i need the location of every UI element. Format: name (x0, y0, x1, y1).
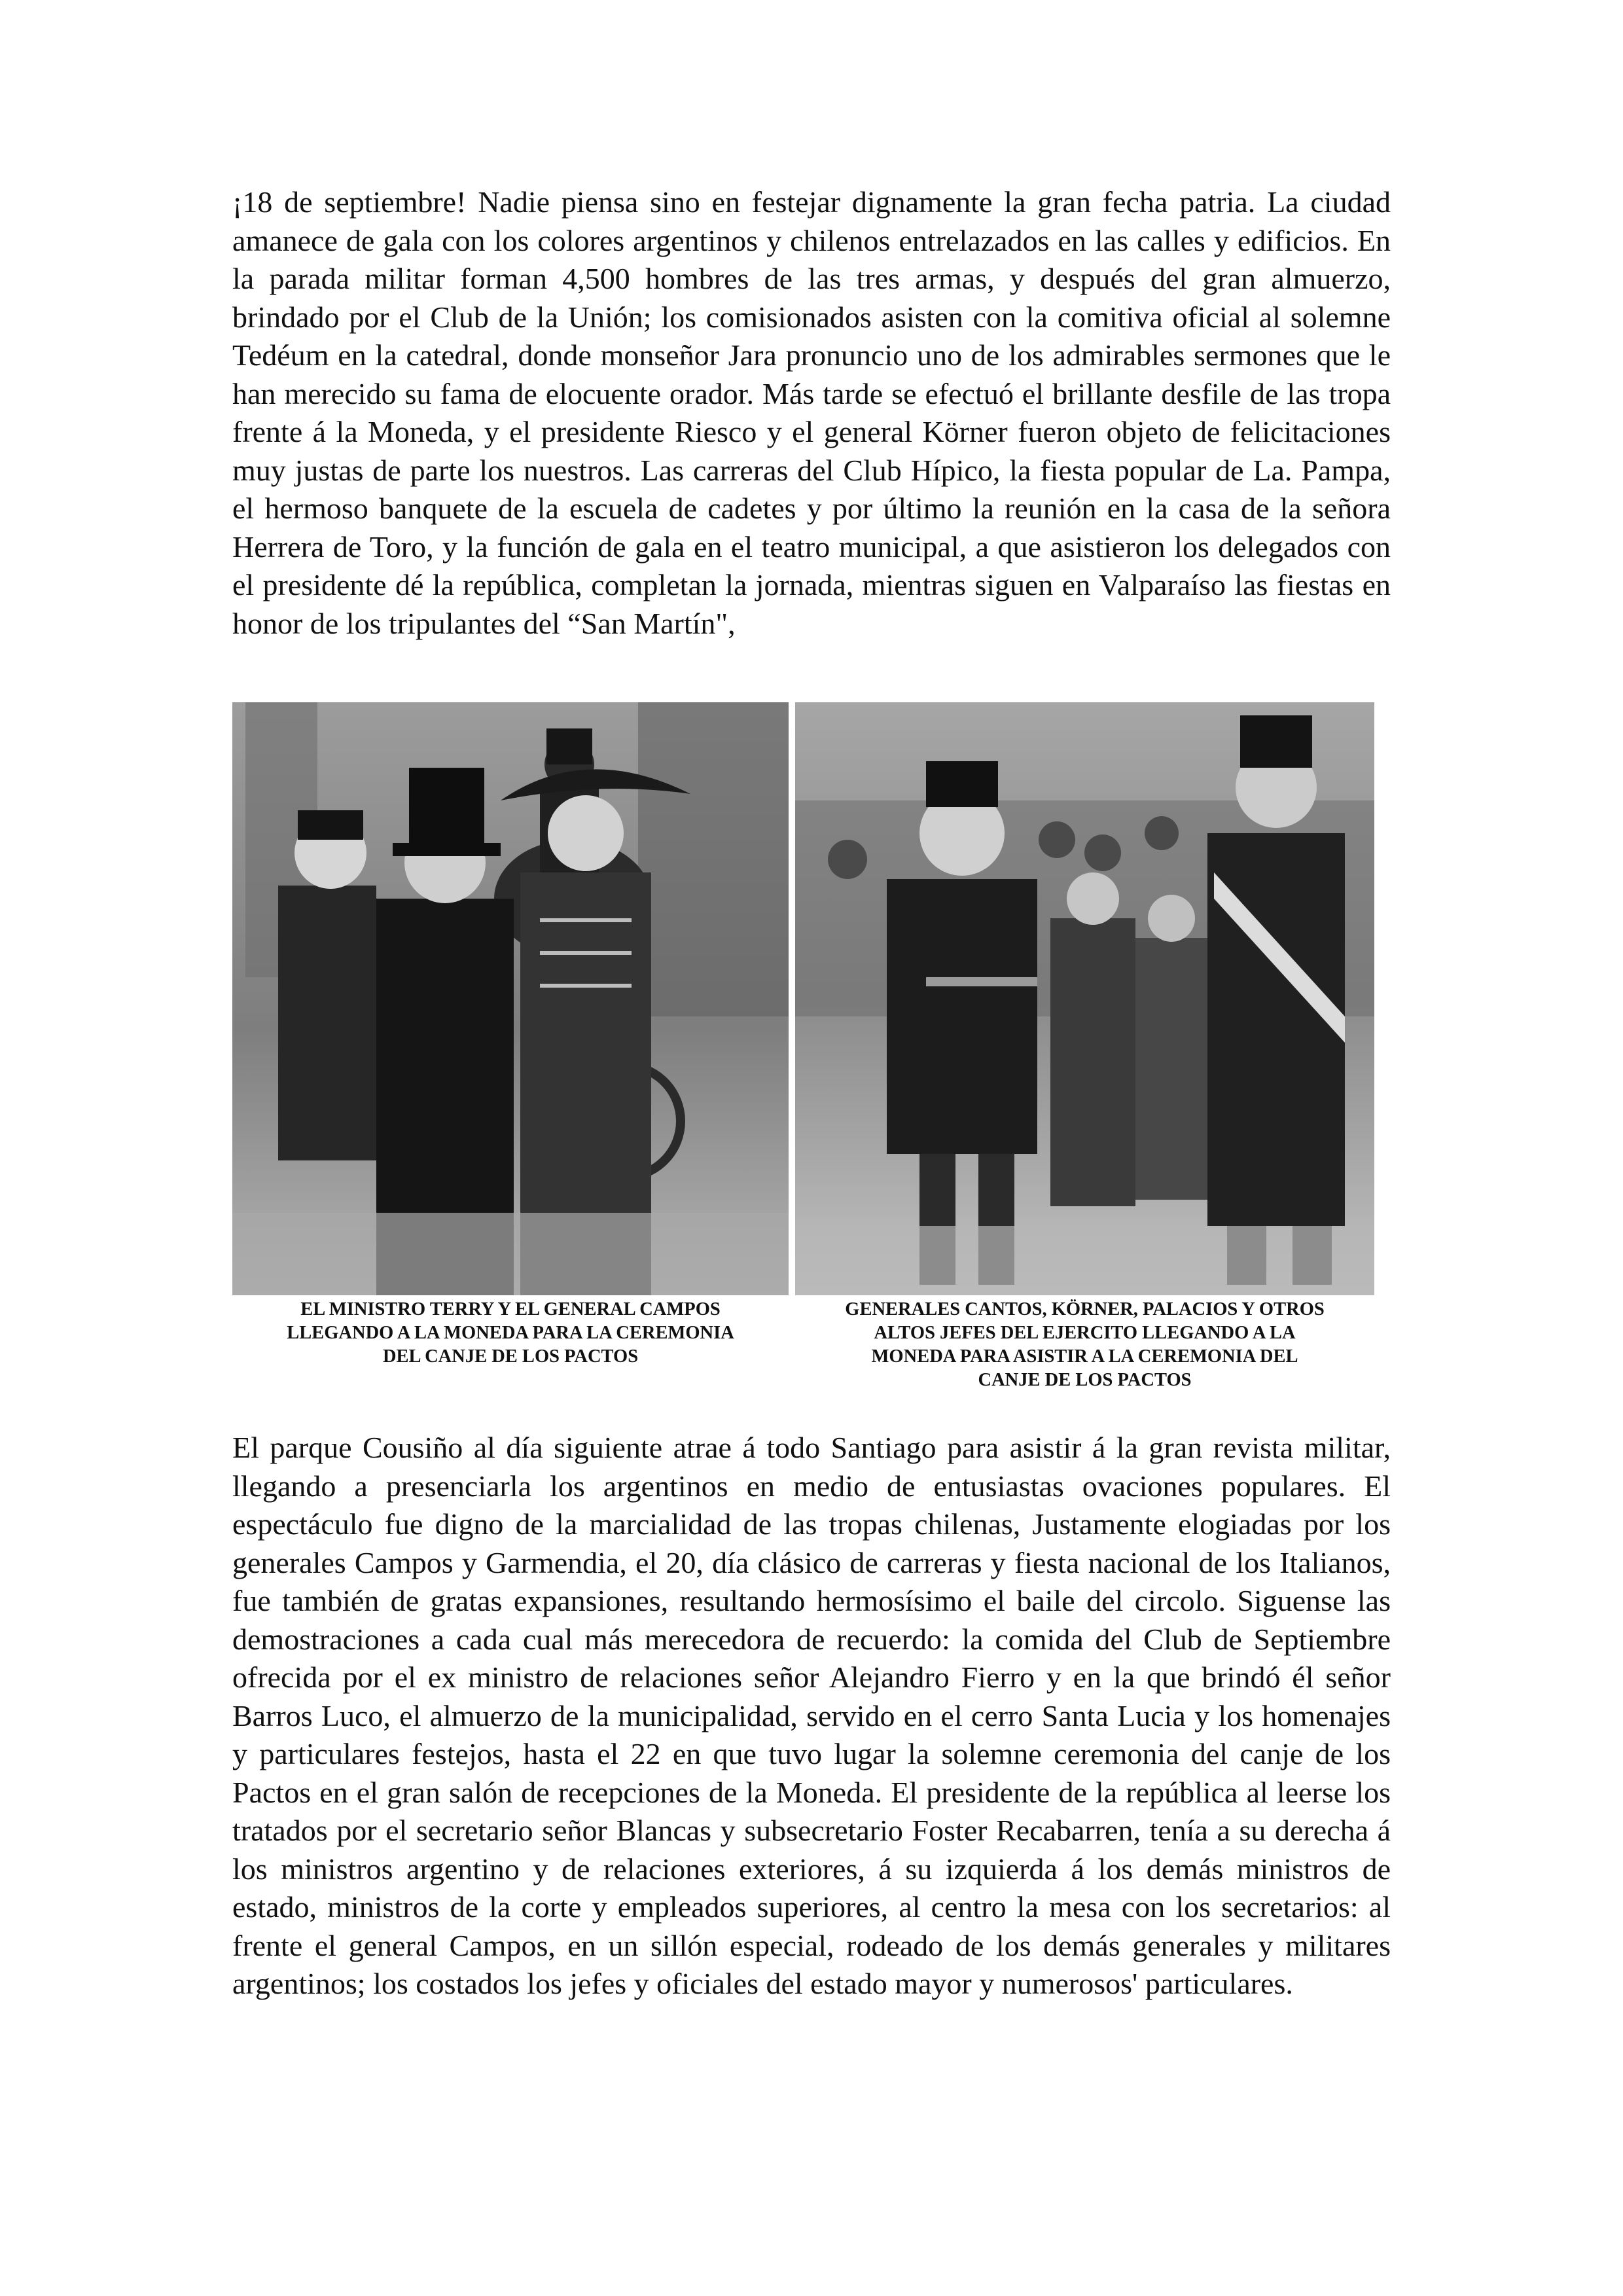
caption-left-line: EL MINISTRO TERRY Y EL GENERAL CAMPOS (300, 1299, 721, 1319)
paragraph-top: ¡18 de septiembre! Nadie piensa sino en festejar dignamente la gran fecha patria. La ciudad amanece de gala con los colores argentinos y chilenos entrelazados en las calles y edificios. En la parada militar forman 4,500 hombres de las tres armas, y después del gran almuerzo, brindado por el Club de la Unión; los comisionados asisten con la comitiva oficial al solemne Tedéum en la catedral, donde monseñor Jara pronuncio uno de los admirables sermones que le han merecido su fama de elocuente orador. Más tarde se efectuó el brillante desfile de las tropa frente á la Moneda, y el presidente Riesco y el general Körner fueron objeto de felicitaciones muy justas de parte los nuestros. Las carreras del Club Hípico, la fiesta popular de La. Pampa, el hermoso banquete de la escuela de cadetes y por último la reunión en la casa de la señora Herrera de Toro, y la función de gala en el teatro municipal, a que asistieron los delegados con el presidente dé la república, completan la jornada, mientras siguen en Valparaíso las fiestas en honor de los tripulantes del “San Martín", (232, 185, 1391, 640)
paragraph-bottom: El parque Cousiño al día siguiente atrae á todo Santiago para asistir á la gran revista militar, llegando a presenciarla los argentinos en medio de entusiastas ovaciones populares. El espectáculo fue digno de la marcialidad de las tropas chilenas, Justamente elogiadas por los generales Campos y Garmendia, el 20, día clásico de carreras y fiesta nacional de los Italianos, fue también de gratas expansiones, resultando hermosísimo el baile del circolo. Siguense las demostraciones a cada cual más merecedora de recuerdo: la comida del Club de Septiembre ofrecida por el ex ministro de relaciones señor Alejandro Fierro y en la que brindó él señor Barros Luco, el almuerzo de la municipalidad, servido en el cerro Santa Lucia y los homenajes y particulares festejos, hasta el 22 en que tuvo lugar la solemne ceremonia del canje de los Pactos en el gran salón de recepciones de la Moneda. El presidente de la república al leerse los tratados por el secretario señor Blancas y subsecretario Foster Recabarren, tenía a su derecha á los ministros argentino y de relaciones exteriores, á su izquierda á los demás ministros de estado, ministros de la corte y empleados superiores, al centro la mesa con los secretarios: al frente el general Campos, en un sillón especial, rodeado de los demás generales y militares argentinos; los costados los jefes y oficiales del estado mayor y numerosos' particulares. (232, 1431, 1391, 2000)
caption-right-line: ALTOS JEFES DEL EJERCITO LLEGANDO A LA (874, 1323, 1296, 1343)
caption-right-line: GENERALES CANTOS, KÖRNER, PALACIOS Y OTROS (845, 1299, 1325, 1319)
photo-generales (795, 702, 1374, 1295)
caption-right-line: MONEDA PARA ASISTIR A LA CEREMONIA DEL (871, 1346, 1298, 1367)
caption-right (795, 1298, 1374, 1392)
photo-generales-image (795, 702, 1374, 1295)
caption-left-line: DEL CANJE DE LOS PACTOS (382, 1346, 639, 1367)
photo-terry-campos (232, 702, 789, 1295)
caption-left (232, 1298, 789, 1369)
caption-right-line: CANJE DE LOS PACTOS (978, 1370, 1192, 1390)
photo-terry-campos-image (232, 702, 789, 1295)
caption-left-line: LLEGANDO A LA MONEDA PARA LA CEREMONIA (287, 1323, 734, 1343)
